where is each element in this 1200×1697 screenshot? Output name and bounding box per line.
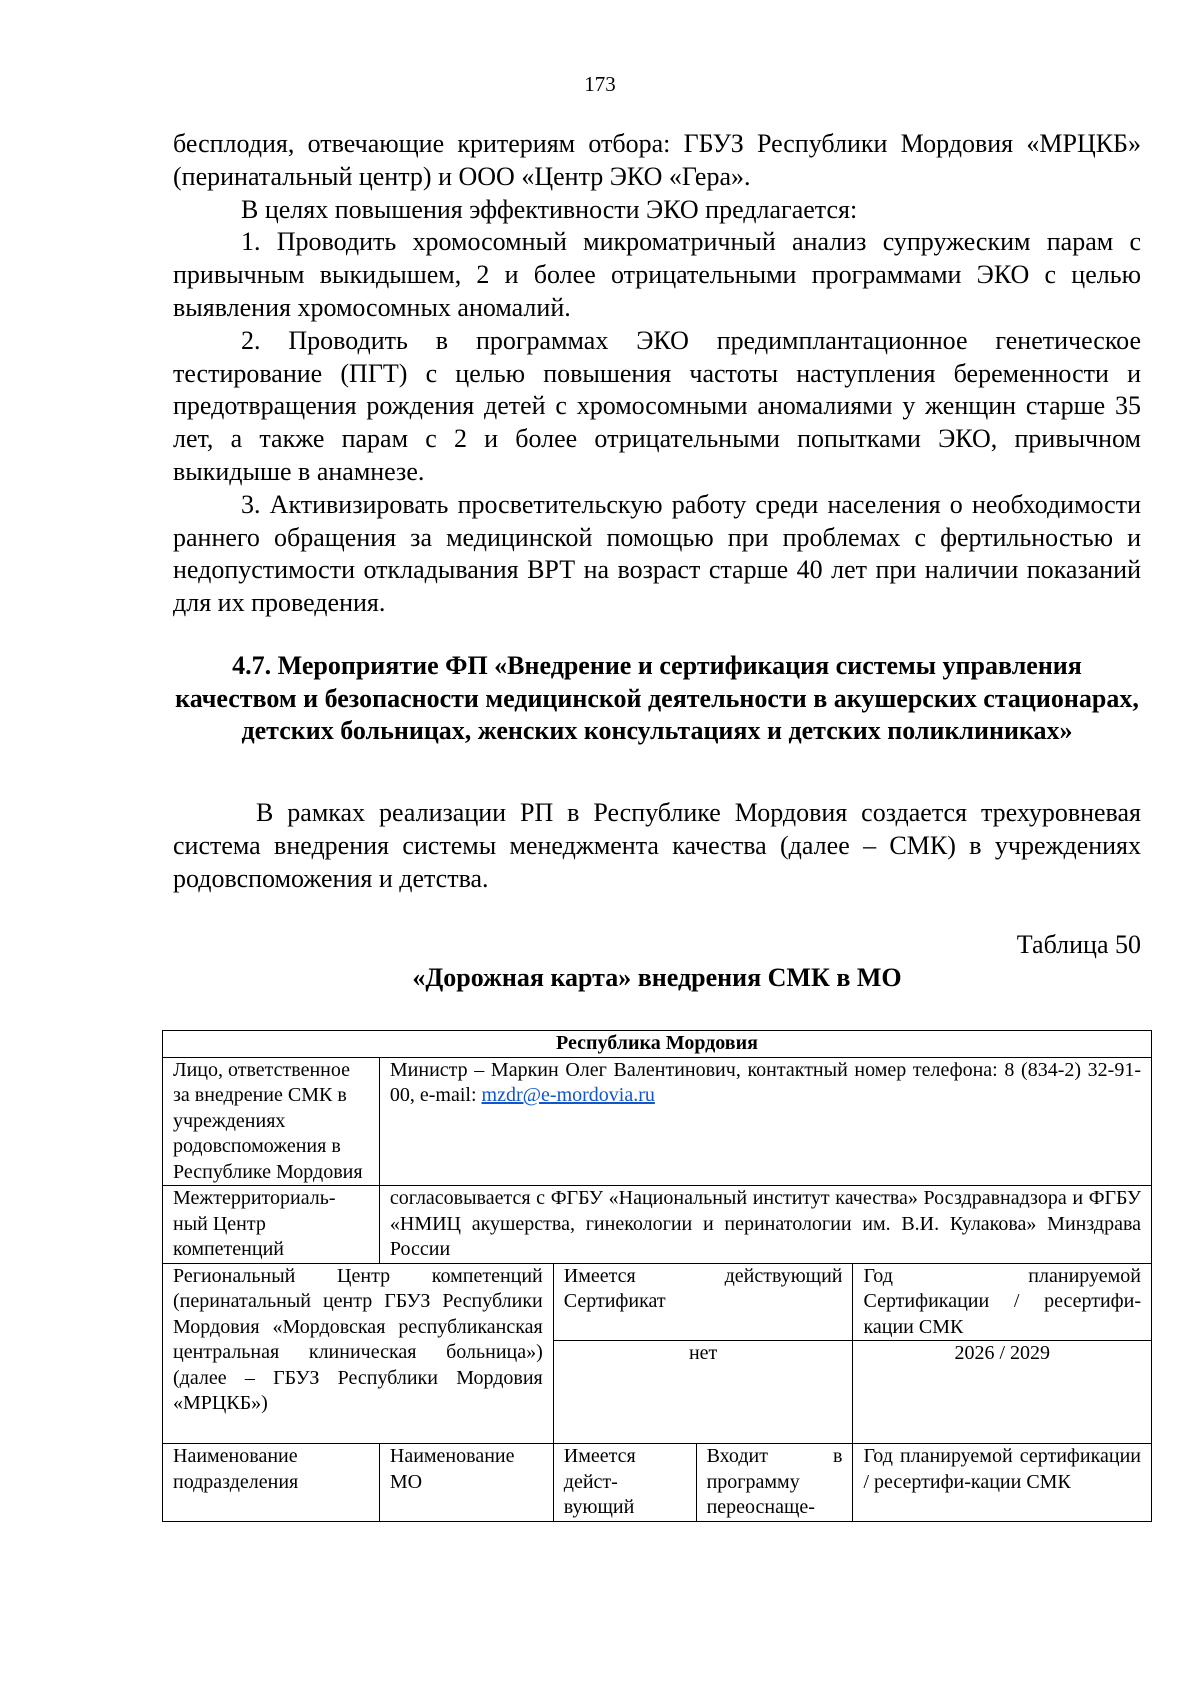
page-number: 173 bbox=[584, 72, 616, 96]
planned-year-header-cell: Год планируемой сертификации / ресертифи-кации СМК bbox=[853, 1444, 1152, 1522]
paragraph-2: В целях повышения эффективности ЭКО предлагается: bbox=[241, 194, 858, 224]
roadmap-table bbox=[162, 1030, 1152, 1522]
table-row bbox=[163, 1444, 1152, 1522]
responsible-label-cell: Лицо, ответственное за внедрение СМК в учреждениях родовспоможения в Республике Мордовия bbox=[163, 1057, 380, 1186]
table-row bbox=[163, 1263, 1152, 1341]
regional-center-cell: Региональный Центр компетенций (перинатальный центр ГБУЗ Республики Мордовия «Мордовская республиканская центральная клиническая больница») (далее – ГБУЗ Республики Мордовия «МРЦКБ») bbox=[163, 1263, 554, 1444]
body-text-section bbox=[173, 797, 1141, 895]
table-row bbox=[163, 1057, 1152, 1186]
unit-name-header-cell: Наименование подразделения bbox=[163, 1444, 380, 1522]
in-program-header-cell: Входит в программу переоснаще- bbox=[696, 1444, 853, 1522]
section-paragraph: В рамках реализации РП в Республике Мордовия создается трехуровневая система внедрения системы менеджмента качества (далее – СМК) в учреждениях родовспоможения и детства. bbox=[173, 798, 1141, 893]
responsible-value-cell bbox=[379, 1057, 1151, 1186]
mo-name-header-cell: Наименование МО bbox=[379, 1444, 553, 1522]
year-header-cell: Год планируемой Сертификации / ресертифи-кации СМК bbox=[853, 1263, 1152, 1341]
paragraph-1: бесплодия, отвечающие критериям отбора: ГБУЗ Республики Мордовия «МРЦКБ» (перинатальный центр) и ООО «Центр ЭКО «Гера». bbox=[173, 129, 1141, 191]
paragraph-5: 3. Активизировать просветительскую работу среди населения о необходимости раннего обращения за медицинской помощью при проблемах с фертильностью и недопустимости откладывания ВРТ на возраст старше 40 лет при наличии показаний для их проведения. bbox=[173, 489, 1141, 618]
responsible-value-text: Министр – Маркин Олег Валентинович, контактный номер телефона: 8 (834-2) 32-91-00, e-mail: bbox=[389, 1058, 1141, 1106]
table-row bbox=[163, 1186, 1152, 1264]
email-link[interactable]: mzdr@e-mordovia.ru bbox=[481, 1084, 655, 1106]
table-number: Таблица 50 bbox=[1016, 930, 1141, 959]
certificate-header-cell: Имеется действующий Сертификат bbox=[553, 1263, 853, 1341]
body-text-top bbox=[173, 128, 1141, 620]
has-certificate-header-cell: Имеется дейст-вующий bbox=[553, 1444, 696, 1522]
year-value-cell: 2026 / 2029 bbox=[853, 1341, 1152, 1444]
interterritorial-value-cell: согласовывается с ФГБУ «Национальный институт качества» Росздравнадзора и ФГБУ «НМИЦ акушерства, гинекологии и перинатологии им. В.И. Кулакова» Минздрава России bbox=[379, 1186, 1151, 1264]
section-heading: 4.7. Мероприятие ФП «Внедрение и сертификация системы управления качеством и безопасности медицинской деятельности в акушерских стационарах, детских больницах, женских консультациях и детских поликлиниках» bbox=[175, 651, 1139, 745]
certificate-value-cell: нет bbox=[553, 1341, 853, 1444]
paragraph-4: 2. Проводить в программах ЭКО предимплантационное генетическое тестирование (ПГТ) с целью повышения частоты наступления беременности и предотвращения рождения детей с хромосомными аномалиями у женщин старше 35 лет, а также парам с 2 и более отрицательными попытками ЭКО, привычном выкидыше в анамнезе. bbox=[173, 325, 1141, 486]
table-row bbox=[163, 1031, 1152, 1058]
table-header-cell: Республика Мордовия bbox=[163, 1031, 1152, 1058]
table-title: «Дорожная карта» внедрения СМК в МО bbox=[412, 963, 902, 992]
interterritorial-label-cell: Межтерриториаль-ный Центр компетенций bbox=[163, 1186, 380, 1264]
paragraph-3: 1. Проводить хромосомный микроматричный анализ супружеским парам с привычным выкидышем, 2 и более отрицательными программами ЭКО с целью выявления хромосомных аномалий. bbox=[173, 227, 1141, 322]
